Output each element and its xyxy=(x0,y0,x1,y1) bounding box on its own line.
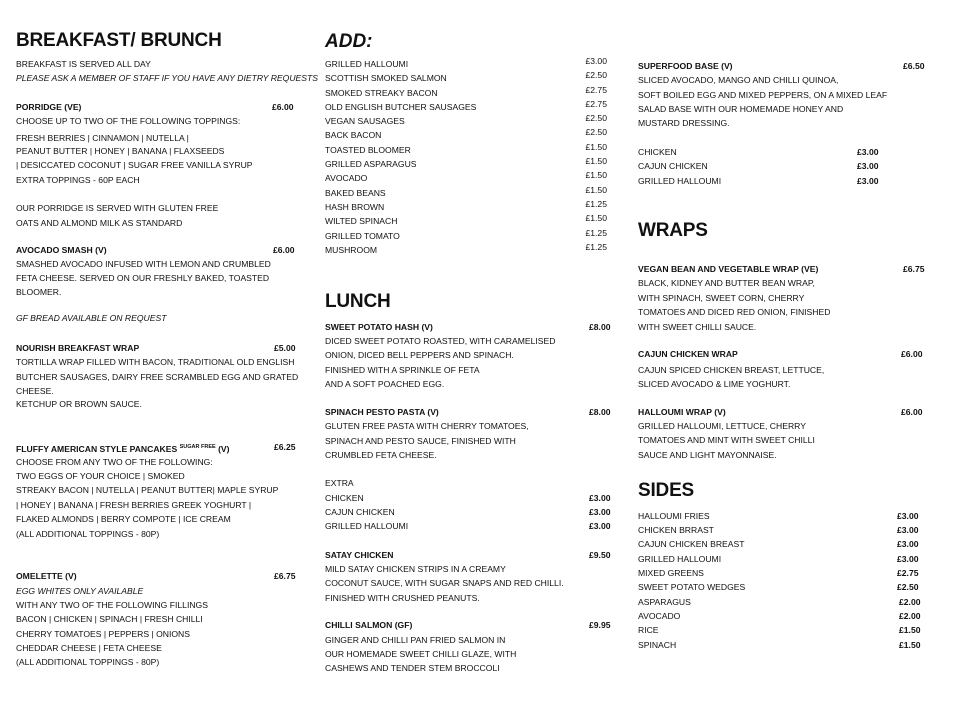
item-line: BLOOMER. xyxy=(16,287,62,297)
add-price: £2.50 xyxy=(585,113,607,124)
item-price: £6.00 xyxy=(901,349,923,359)
add-title: ADD: xyxy=(325,31,373,52)
item-name: HALLOUMI WRAP (V) xyxy=(638,407,726,417)
item-price: £5.00 xyxy=(274,343,296,353)
side-name: CHICKEN BRRAST xyxy=(638,525,714,535)
add-name: GRILLED TOMATO xyxy=(325,230,400,241)
item-line: | HONEY | BANANA | FRESH BERRIES GREEK YOGHURT | xyxy=(16,500,252,510)
extra-name: CAJUN CHICKEN xyxy=(325,507,395,517)
extra-name: GRILLED HALLOUMI xyxy=(325,521,409,531)
add-row xyxy=(325,226,607,240)
item-line: MUSTARD DRESSING. xyxy=(638,118,730,128)
extra-name: GRILLED HALLOUMI xyxy=(638,176,722,186)
item-line: TORTILLA WRAP FILLED WITH BACON, TRADITIONAL OLD ENGLISH xyxy=(16,357,295,367)
item-price: £6.25 xyxy=(274,442,296,452)
add-row xyxy=(325,211,607,225)
extra-price: £3.00 xyxy=(857,161,879,171)
side-price: £2.00 xyxy=(899,611,921,621)
add-name: GRILLED HALLOUMI xyxy=(325,59,409,69)
add-price: £3.00 xyxy=(585,56,607,66)
item-line: FINISHED WITH CRUSHED PEANUTS. xyxy=(325,593,480,603)
add-row xyxy=(325,183,607,197)
side-price: £3.00 xyxy=(897,539,919,549)
side-price: £3.00 xyxy=(897,554,919,564)
add-name: SCOTTISH SMOKED SALMON xyxy=(325,73,447,84)
add-row xyxy=(325,97,607,111)
add-name: SMOKED STREAKY BACON xyxy=(325,87,438,98)
add-row xyxy=(325,197,607,211)
item-price: £9.95 xyxy=(589,620,611,630)
add-list xyxy=(325,54,607,254)
add-name: BAKED BEANS xyxy=(325,187,386,198)
add-row xyxy=(325,111,607,125)
item-price: £8.00 xyxy=(589,322,611,332)
item-name: SWEET POTATO HASH (V) xyxy=(325,322,433,332)
item-name: AVOCADO SMASH (V) xyxy=(16,245,107,255)
add-row xyxy=(325,125,607,139)
item-line: OATS AND ALMOND MILK AS STANDARD xyxy=(16,218,183,228)
add-name: OLD ENGLISH BUTCHER SAUSAGES xyxy=(325,101,477,112)
add-price: £2.75 xyxy=(585,98,607,109)
side-price: £2.50 xyxy=(897,582,919,592)
extra-title: EXTRA xyxy=(325,478,354,488)
add-price: £2.75 xyxy=(585,84,607,95)
item-line: WITH SPINACH, SWEET CORN, CHERRY xyxy=(638,293,805,303)
item-line: DICED SWEET POTATO ROASTED, WITH CARAMELISED xyxy=(325,336,556,346)
item-line: SALAD BASE WITH OUR HOMEMADE HONEY AND xyxy=(638,104,844,114)
add-name: AVOCADO xyxy=(325,173,368,184)
item-price: £6.75 xyxy=(903,264,925,274)
served-note: BREAKFAST IS SERVED ALL DAY xyxy=(16,59,151,69)
item-line: FETA CHEESE. SERVED ON OUR FRESHLY BAKED, TOASTED xyxy=(16,273,270,283)
side-price: £3.00 xyxy=(897,525,919,535)
item-line: SLICED AVOCADO, MANGO AND CHILLI QUINOA, xyxy=(638,75,839,85)
item-price: £6.50 xyxy=(903,61,925,71)
add-name: BACK BACON xyxy=(325,130,382,141)
side-name: SWEET POTATO WEDGES xyxy=(638,582,746,592)
item-name: CHILLI SALMON (GF) xyxy=(325,620,413,630)
item-line: STREAKY BACON | NUTELLA | PEANUT BUTTER| MAPLE SYRUP xyxy=(16,485,279,495)
add-name: HASH BROWN xyxy=(325,201,385,212)
item-line: KETCHUP OR BROWN SAUCE. xyxy=(16,399,142,409)
side-name: AVOCADO xyxy=(638,611,681,621)
item-line: SOFT BOILED EGG AND MIXED PEPPERS, ON A MIXED LEAF xyxy=(638,90,888,100)
extra-price: £3.00 xyxy=(589,507,611,517)
item-line: PEANUT BUTTER | HONEY | BANANA | FLAXSEEDS xyxy=(16,146,225,156)
add-price: £2.50 xyxy=(585,70,607,81)
dietary-note: PLEASE ASK A MEMBER OF STAFF IF YOU HAVE ANY DIETRY REQUESTS xyxy=(16,73,318,83)
add-price: £1.50 xyxy=(585,170,607,181)
item-line: EXTRA TOPPINGS - 60P EACH xyxy=(16,175,140,185)
gf-note: GF BREAD AVAILABLE ON REQUEST xyxy=(16,313,167,323)
item-line: FINISHED WITH A SPRINKLE OF FETA xyxy=(325,365,480,375)
add-price: £1.50 xyxy=(585,184,607,195)
item-line: MILD SATAY CHICKEN STRIPS IN A CREAMY xyxy=(325,564,506,574)
add-row xyxy=(325,154,607,168)
add-price: £1.25 xyxy=(585,241,607,252)
item-line: WITH ANY TWO OF THE FOLLOWING FILLINGS xyxy=(16,600,208,610)
add-row xyxy=(325,54,607,68)
item-price: £6.00 xyxy=(901,407,923,417)
item-line: AND A SOFT POACHED EGG. xyxy=(325,379,445,389)
item-line: GINGER AND CHILLI PAN FRIED SALMON IN xyxy=(325,635,506,645)
side-price: £3.00 xyxy=(897,511,919,521)
item-line: SMASHED AVOCADO INFUSED WITH LEMON AND CRUMBLED xyxy=(16,259,271,269)
extra-name: CHICKEN xyxy=(638,147,677,157)
side-name: GRILLED HALLOUMI xyxy=(638,554,722,564)
item-line: TWO EGGS OF YOUR CHOICE | SMOKED xyxy=(16,471,185,481)
add-price: £1.25 xyxy=(585,198,607,209)
side-name: SPINACH xyxy=(638,640,677,650)
item-name: FLUFFY AMERICAN STYLE PANCAKES $^{SUGAR FREE}$ (V) xyxy=(16,444,230,454)
item-name: SPINACH PESTO PASTA (V) xyxy=(325,407,439,417)
add-name: MUSHROOM xyxy=(325,244,378,255)
add-row xyxy=(325,140,607,154)
add-row xyxy=(325,168,607,182)
item-line: GLUTEN FREE PASTA WITH CHERRY TOMATOES, xyxy=(325,421,529,431)
item-line: GRILLED HALLOUMI, LETTUCE, CHERRY xyxy=(638,421,806,431)
item-name: SATAY CHICKEN xyxy=(325,550,394,560)
item-line: CHEESE. xyxy=(16,386,54,396)
item-line: SLICED AVOCADO & LIME YOGHURT. xyxy=(638,379,791,389)
item-line: OUR HOMEMADE SWEET CHILLI GLAZE, WITH xyxy=(325,649,517,659)
item-line: | DESICCATED COCONUT | SUGAR FREE VANILLA SYRUP xyxy=(16,160,253,170)
item-line: BACON | CHICKEN | SPINACH | FRESH CHILLI xyxy=(16,614,203,624)
item-line: (ALL ADDITIONAL TOPPINGS - 80P) xyxy=(16,657,160,667)
item-line: SPINACH AND PESTO SAUCE, FINISHED WITH xyxy=(325,436,516,446)
item-name: SUPERFOOD BASE (V) xyxy=(638,61,733,71)
item-line: TOMATOES AND DICED RED ONION, FINISHED xyxy=(638,307,831,317)
side-price: £1.50 xyxy=(899,625,921,635)
item-line: CHOOSE UP TO TWO OF THE FOLLOWING TOPPINGS: xyxy=(16,116,241,126)
item-line: WITH SWEET CHILLI SAUCE. xyxy=(638,322,757,332)
add-row xyxy=(325,83,607,97)
add-price: £2.50 xyxy=(585,127,607,138)
extra-name: CHICKEN xyxy=(325,493,364,503)
item-line: CHERRY TOMATOES | PEPPERS | ONIONS xyxy=(16,629,190,639)
item-line: CAJUN SPICED CHICKEN BREAST, LETTUCE, xyxy=(638,365,825,375)
sugar-free-note: SUGAR FREE xyxy=(179,444,216,450)
side-name: CAJUN CHICKEN BREAST xyxy=(638,539,745,549)
wraps-title: WRAPS xyxy=(638,220,708,241)
item-line: CRUMBLED FETA CHEESE. xyxy=(325,450,437,460)
side-name: MIXED GREENS xyxy=(638,568,704,578)
item-line: (ALL ADDITIONAL TOPPINGS - 80P) xyxy=(16,529,160,539)
side-name: ASPARAGUS xyxy=(638,597,691,607)
item-name: VEGAN BEAN AND VEGETABLE WRAP (VE) xyxy=(638,264,819,274)
add-name: TOASTED BLOOMER xyxy=(325,144,411,155)
add-price: £1.25 xyxy=(585,227,607,238)
item-line: SAUCE AND LIGHT MAYONNAISE. xyxy=(638,450,777,460)
breakfast-title: BREAKFAST/ BRUNCH xyxy=(16,30,222,51)
lunch-title: LUNCH xyxy=(325,291,391,312)
side-price: £1.50 xyxy=(899,640,921,650)
side-price: £2.00 xyxy=(899,597,921,607)
item-line: OUR PORRIDGE IS SERVED WITH GLUTEN FREE xyxy=(16,203,219,213)
sides-title: SIDES xyxy=(638,480,695,501)
extra-price: £3.00 xyxy=(857,147,879,157)
add-row xyxy=(325,240,607,254)
side-name: HALLOUMI FRIES xyxy=(638,511,710,521)
item-line: BUTCHER SAUSAGES, DAIRY FREE SCRAMBLED EGG AND GRATED xyxy=(16,372,299,382)
item-line: FRESH BERRIES | CINNAMON | NUTELLA | xyxy=(16,133,189,143)
item-price: £6.00 xyxy=(273,245,295,255)
item-line: CHOOSE FROM ANY TWO OF THE FOLLOWING: xyxy=(16,457,213,467)
add-name: GRILLED ASPARAGUS xyxy=(325,159,417,170)
item-name: PORRIDGE (VE) xyxy=(16,102,82,112)
item-line: ONION, DICED BELL PEPPERS AND SPINACH. xyxy=(325,350,514,360)
item-price: £8.00 xyxy=(589,407,611,417)
item-line: FLAKED ALMONDS | BERRY COMPOTE | ICE CREAM xyxy=(16,514,231,524)
add-price: £1.50 xyxy=(585,213,607,224)
item-price: £9.50 xyxy=(589,550,611,560)
add-price: £1.50 xyxy=(585,156,607,167)
extra-price: £3.00 xyxy=(857,176,879,186)
egg-whites-note: EGG WHITES ONLY AVAILABLE xyxy=(16,586,144,596)
item-name: NOURISH BREAKFAST WRAP xyxy=(16,343,140,353)
item-line: CASHEWS AND TENDER STEM BROCCOLI xyxy=(325,663,500,673)
item-name: OMELETTE (V) xyxy=(16,571,77,581)
add-name: WILTED SPINACH xyxy=(325,216,398,227)
extra-price: £3.00 xyxy=(589,493,611,503)
side-price: £2.75 xyxy=(897,568,919,578)
item-price: £6.75 xyxy=(274,571,296,581)
add-row xyxy=(325,68,607,82)
extra-price: £3.00 xyxy=(589,521,611,531)
add-price: £1.50 xyxy=(585,141,607,152)
item-line: COCONUT SAUCE, WITH SUGAR SNAPS AND RED CHILLI. xyxy=(325,578,564,588)
extra-name: CAJUN CHICKEN xyxy=(638,161,708,171)
item-line: CHEDDAR CHEESE | FETA CHEESE xyxy=(16,643,162,653)
item-line: TOMATOES AND MINT WITH SWEET CHILLI xyxy=(638,435,815,445)
item-price: £6.00 xyxy=(272,102,294,112)
item-line: BLACK, KIDNEY AND BUTTER BEAN WRAP, xyxy=(638,278,815,288)
side-name: RICE xyxy=(638,625,659,635)
add-name: VEGAN SAUSAGES xyxy=(325,116,405,127)
item-name: CAJUN CHICKEN WRAP xyxy=(638,349,738,359)
